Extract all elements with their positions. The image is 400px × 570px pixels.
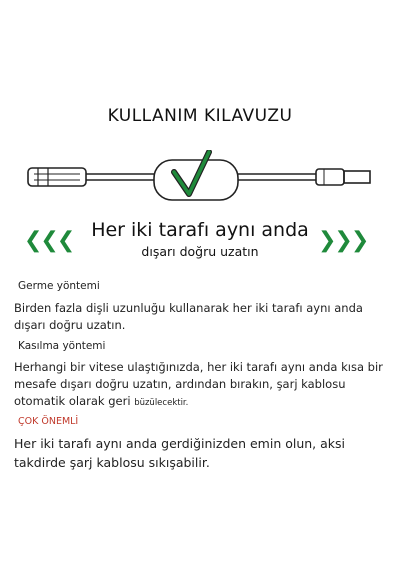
page-title: KULLANIM KILAVUZU bbox=[107, 106, 293, 126]
section-body-contract: Herhangi bir vitese ulaştığınızda, her iki tarafı aynı anda kısa bir mesafe dışarı doğru uzatın, ardından bırakın, şarj kablosu otomatik olarak geri büzülecektir. bbox=[14, 360, 383, 408]
subline: dışarı doğru uzatın bbox=[141, 244, 259, 259]
section-body-important: Her iki tarafı aynı anda gerdiğinizden emin olun, aksi takdirde şarj kablosu sıkışabilir. bbox=[14, 436, 346, 470]
left-arrows-icon: ❮❮❮ bbox=[24, 228, 74, 253]
headline: Her iki tarafı aynı anda bbox=[91, 219, 309, 241]
section-title-important: ÇOK ÖNEMLİ bbox=[18, 416, 79, 427]
section-body-stretch: Birden fazla dişli uzunluğu kullanarak her iki tarafı aynı anda dışarı doğru uzatın. bbox=[14, 301, 363, 332]
right-arrows-icon: ❯❯❯ bbox=[318, 228, 368, 253]
check-icon bbox=[174, 152, 209, 194]
section-title-stretch: Germe yöntemi bbox=[18, 280, 100, 292]
section-title-contract: Kasılma yöntemi bbox=[18, 340, 106, 352]
cable-illustration bbox=[26, 150, 376, 208]
